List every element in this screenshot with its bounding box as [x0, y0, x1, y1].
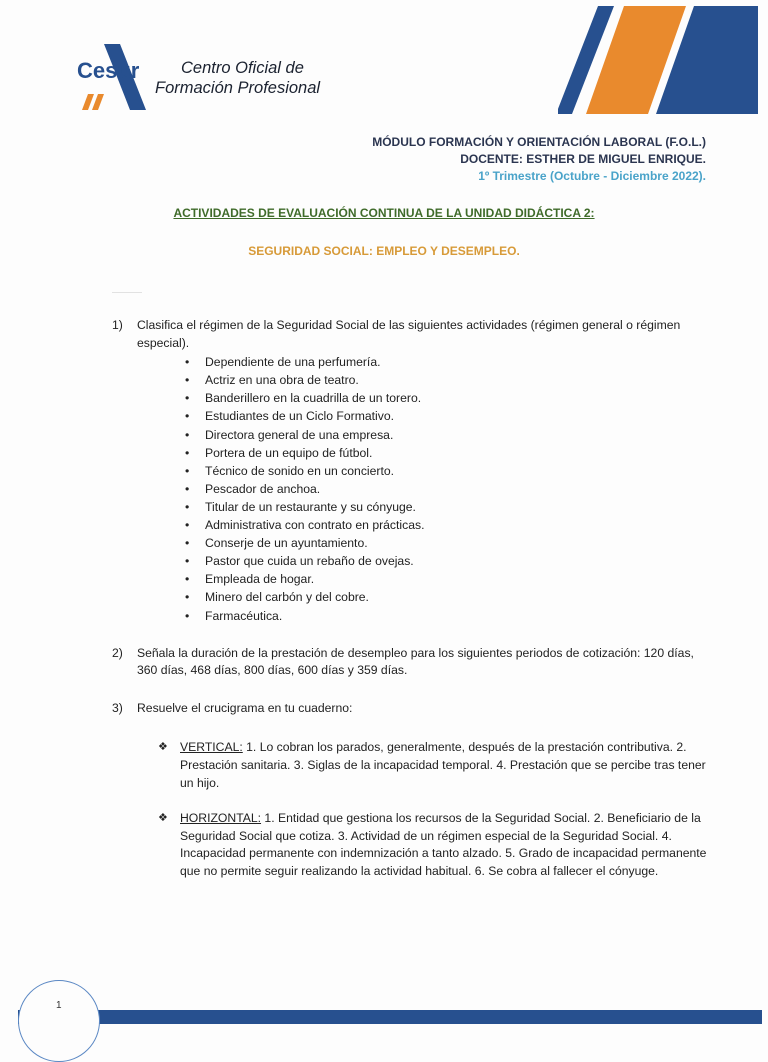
term-dates: 1º Trimestre (Octubre - Diciembre 2022). — [478, 169, 706, 183]
question-1 — [112, 317, 712, 625]
logo-stripe-2 — [92, 94, 104, 110]
header-stripes — [558, 0, 768, 120]
page-number: 1 — [56, 1000, 62, 1011]
list-item: • Banderillero en la cuadrilla de un torero. — [185, 389, 712, 407]
faint-divider — [112, 292, 142, 293]
logo-brand: Cesur — [77, 58, 140, 83]
footer-bar — [18, 1010, 762, 1024]
activity-list — [137, 353, 712, 624]
diamond-bullet-icon: ❖ — [158, 741, 168, 754]
diamond-bullet-icon: ❖ — [158, 812, 168, 825]
question-number: 3) — [112, 700, 123, 715]
list-item: • Pastor que cuida un rebaño de ovejas. — [185, 552, 712, 570]
question-number: 2) — [112, 645, 123, 660]
question-text: Resuelve el crucigrama en tu cuaderno: — [137, 700, 353, 715]
page-number-circle — [18, 980, 100, 1062]
list-item: • Actriz en una obra de teatro. — [185, 371, 712, 389]
vertical-label: VERTICAL: — [180, 740, 243, 755]
list-item: • Dependiente de una perfumería. — [185, 353, 712, 371]
activities-title: ACTIVIDADES DE EVALUACIÓN CONTINUA DE LA UNIDAD DIDÁCTICA 2: — [173, 206, 595, 220]
list-item: • Minero del carbón y del cobre. — [185, 588, 712, 606]
question-number: 1) — [112, 318, 123, 332]
cesur-logo — [74, 38, 150, 114]
question-3 — [112, 700, 712, 718]
list-item: • Estudiantes de un Ciclo Formativo. — [185, 407, 712, 425]
question-text: Clasifica el régimen de la Seguridad Social de las siguientes actividades (régimen general o régimen especial). — [137, 318, 681, 350]
question-text: Señala la duración de la prestación de desempleo para los siguientes periodos de cotización: 120 días, 360 días, 468 días, 800 días, 600 días y 359 días. — [137, 645, 694, 678]
questions — [112, 317, 712, 881]
logo-stripe-1 — [82, 94, 94, 110]
list-item: • Farmacéutica. — [185, 607, 712, 625]
teacher-name: DOCENTE: ESTHER DE MIGUEL ENRIQUE. — [460, 152, 706, 166]
list-item: • Técnico de sonido en un concierto. — [185, 462, 712, 480]
logo-line-1: Centro Oficial de — [181, 59, 304, 77]
list-item: • Empleada de hogar. — [185, 570, 712, 588]
module-title: MÓDULO FORMACIÓN Y ORIENTACIÓN LABORAL (F.O.L.) — [372, 135, 706, 149]
crossword-vertical — [158, 739, 712, 792]
document-header — [372, 134, 706, 185]
logo-line-2: Formación Profesional — [155, 79, 321, 97]
logo-tagline — [155, 58, 320, 98]
question-2 — [112, 645, 712, 680]
list-item: • Portera de un equipo de fútbol. — [185, 444, 712, 462]
horizontal-clues: 1. Entidad que gestiona los recursos de la Seguridad Social. 2. Beneficiario de la Seguridad Social que cotiza. 3. Actividad de un régimen especial de la Seguridad Social. 4. Incapacidad permanente con indemnización a tanto alzado. 5. Grado de incapacidad permanente que no permite seguir realizando la actividad habitual. 6. Se cobra al fallecer el cónyuge. — [180, 811, 707, 878]
list-item: • Pescador de anchoa. — [185, 480, 712, 498]
list-item: • Administrativa con contrato en prácticas. — [185, 516, 712, 534]
crossword-horizontal — [158, 810, 712, 880]
unit-subtitle: SEGURIDAD SOCIAL: EMPLEO Y DESEMPLEO. — [248, 244, 520, 258]
vertical-clues: 1. Lo cobran los parados, generalmente, después de la prestación contributiva. 2. Prestación sanitaria. 3. Siglas de la incapacidad temporal. 4. Prestación que se percibe tras tener un hijo. — [180, 740, 706, 790]
list-item: • Directora general de una empresa. — [185, 426, 712, 444]
horizontal-label: HORIZONTAL: — [180, 811, 262, 826]
list-item: • Conserje de un ayuntamiento. — [185, 534, 712, 552]
list-item: • Titular de un restaurante y su cónyuge. — [185, 498, 712, 516]
